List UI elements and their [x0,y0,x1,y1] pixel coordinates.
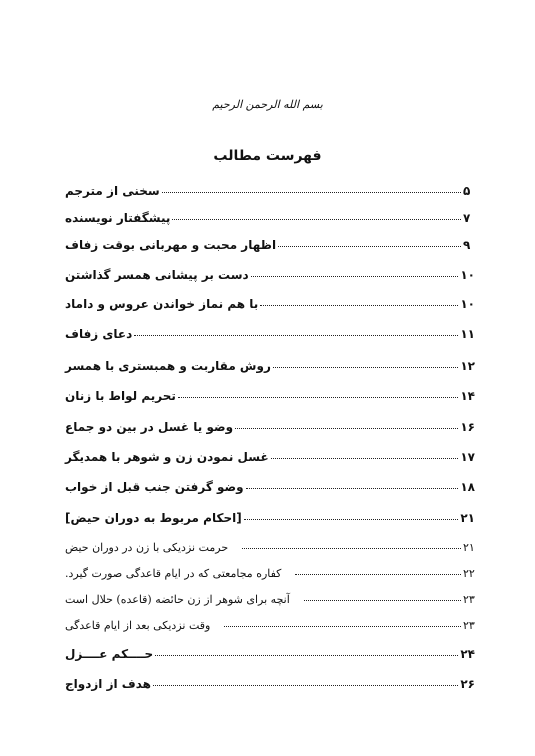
toc-entry-title: وضو گرفتن جنب قبل از خواب [65,480,244,494]
toc-entry[interactable] [63,671,475,691]
dot-leader [271,458,459,459]
toc-entry-page-number: ۷ [463,211,471,225]
toc-entry-page-number: ۱۱ [460,327,475,341]
toc-entry[interactable] [63,474,475,494]
toc-entry-page-number: ۹ [463,238,471,252]
toc-entry-title: پیشگفتار نویسنده [65,211,171,225]
toc-entry-title: وقت نزدیکی بعد از ایام قاعدگی [65,619,211,632]
dot-leader [178,397,458,398]
dot-leader [172,219,461,220]
toc-entry-page-number: ۲۴ [460,647,475,661]
toc-entry-title: روش مقاربت و همبستری با همسر [65,359,271,373]
toc-entry-title: تحریم لواط با زنان [65,389,176,403]
toc-entry[interactable] [63,353,475,373]
toc-entry-page-number: ۱۰ [460,297,475,311]
toc-entry-page-number: ۲۶ [460,677,475,691]
toc-entry[interactable] [63,205,475,225]
toc-entry-page-number: ۲۳ [463,619,475,632]
toc-entry-title: [احکام مربوط به دوران حیض] [65,511,242,525]
toc-entry[interactable] [63,444,475,464]
toc-entry-title: هدف از ازدواج [65,677,151,691]
toc-title: فهرست مطالب [213,148,322,164]
toc-entry[interactable] [63,291,475,311]
dot-leader [244,519,459,520]
dot-leader [273,367,458,368]
toc-entry-page-number: ۲۳ [463,593,475,606]
toc-entry-title: آنچه برای شوهر از زن حائضه (قاعده) حلال است [65,593,290,606]
toc-entry-page-number: ۲۱ [463,541,475,554]
toc-entry-page-number: ۲۲ [463,567,475,580]
toc-entry-page-number: ۱۰ [460,268,475,282]
toc-entry[interactable] [63,262,475,282]
dot-leader [251,276,459,277]
toc-entry-title: دست بر پیشانی همسر گذاشتن [65,268,249,282]
dot-leader [242,548,461,549]
dot-leader [246,488,459,489]
dot-leader [134,335,458,336]
dot-leader [162,192,461,193]
toc-entry[interactable] [63,641,475,661]
toc-subentry[interactable] [63,560,475,580]
toc-entry-page-number: ۱۸ [460,480,475,494]
dot-leader [295,574,461,575]
toc-entry[interactable] [63,232,475,252]
dot-leader [224,626,461,627]
toc-entry-title: حرمت نزدیکی با زن در دوران حیض [65,541,229,554]
toc-entry-page-number: ۵ [463,184,471,198]
toc-entry[interactable] [63,505,475,525]
toc-subentry[interactable] [63,534,475,554]
dot-leader [304,600,461,601]
dot-leader [235,428,458,429]
toc-entry-title: وضو یا غسل در بین دو جماع [65,420,234,434]
toc-entry-page-number: ۱۴ [460,389,475,403]
toc-entry[interactable] [63,414,475,434]
dot-leader [278,246,461,247]
toc-entry-page-number: ۲۱ [460,511,475,525]
toc-entry-title: دعای زفاف [65,327,133,341]
toc-entry-page-number: ۱۷ [460,450,475,464]
toc-entry[interactable] [63,178,475,198]
toc-entry-title: با هم نماز خواندن عروس و داماد [65,297,259,311]
toc-entry-title: کفاره مجامعتی که در ایام قاعدگی صورت گیرد. [65,567,282,580]
dot-leader [260,305,458,306]
dot-leader [155,655,458,656]
toc-entry[interactable] [63,321,475,341]
dot-leader [153,685,458,686]
toc-subentry[interactable] [63,586,475,606]
toc-subentry[interactable] [63,612,475,632]
toc-entry-page-number: ۱۲ [460,359,475,373]
toc-entry[interactable] [63,383,475,403]
toc-entry-title: حــــکم عــــزل [65,647,154,661]
toc-entry-title: اظهار محبت و مهربانی بوقت زفاف [65,238,277,252]
basmala-heading: بسم الله الرحمن الرحیم [212,98,323,111]
toc-entry-title: سخنی از مترجم [65,184,160,198]
toc-entry-title: غسل نمودن زن و شوهر با همدیگر [65,450,269,464]
toc-entry-page-number: ۱۶ [460,420,475,434]
